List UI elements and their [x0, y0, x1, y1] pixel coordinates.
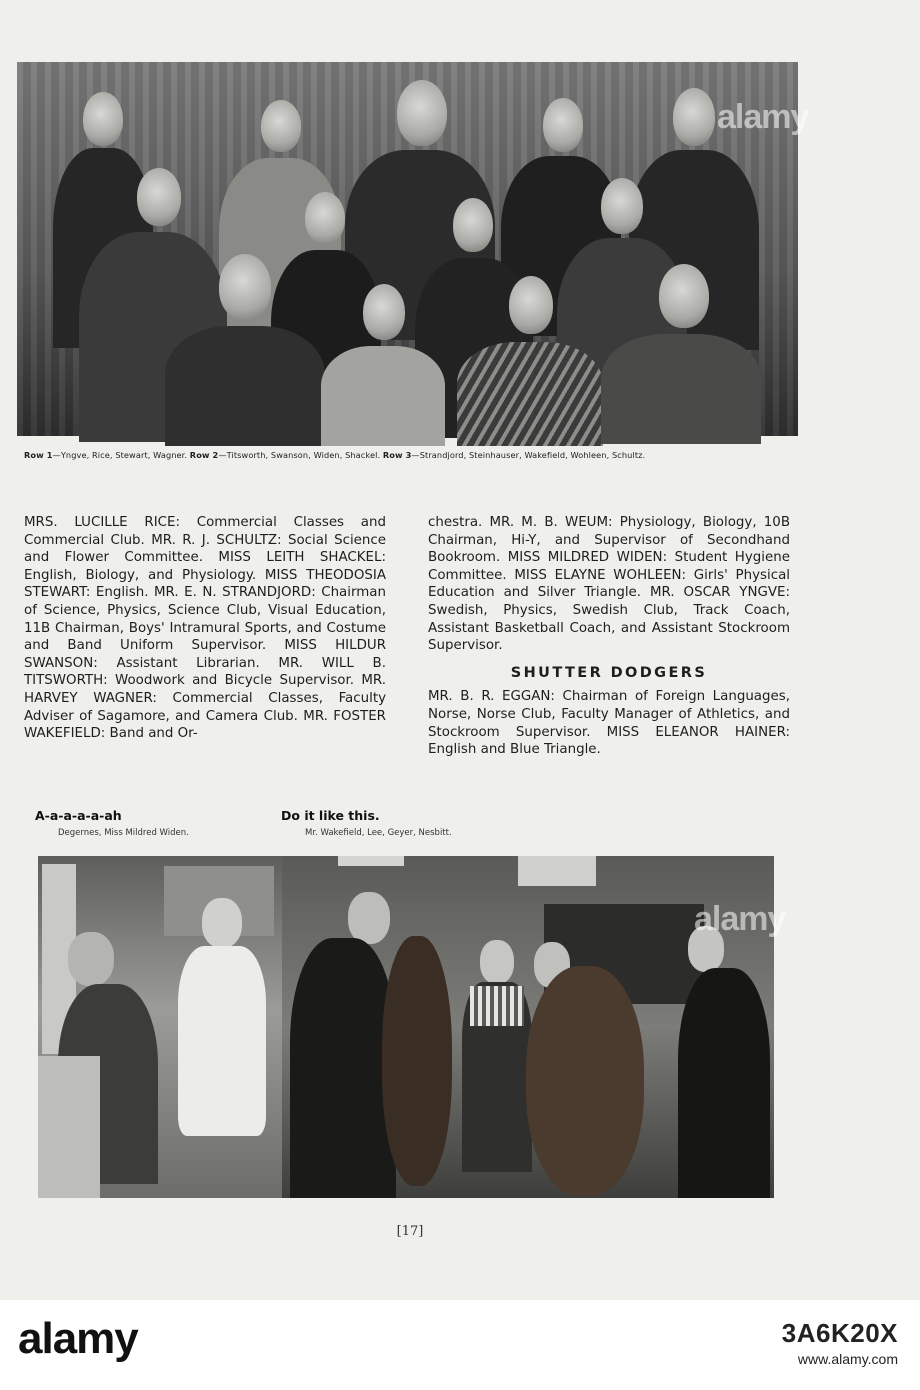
faculty-bios-right: chestra. MR. M. B. WEUM: Physiology, Biology, 10B Chairman, Hi-Y, and Supervisor of Secondhand Bookroom. MISS MILDRED WIDEN: Student Hygiene Committee. MISS ELAYNE WOHLEEN: Girls' Physical Education and Silver Triangle. MR. OSCAR YNGVE: Swedish, Physics, Swedish Club, Track Coach, Assistant Basketball Coach, and Assistant Stockroom Supervisor.	[428, 515, 790, 654]
person	[601, 264, 761, 444]
row-1-label: Row 1	[24, 450, 53, 460]
image-id-block	[782, 1320, 898, 1372]
stock-banner	[0, 1300, 920, 1390]
clinic-photo-title: A-a-a-a-a-ah	[35, 808, 122, 823]
row-3-names: —Strandjord, Steinhauser, Wakefield, Wohleen, Schultz.	[411, 450, 646, 460]
band-photo-subtitle: Mr. Wakefield, Lee, Geyer, Nesbitt.	[305, 828, 452, 838]
row-2-names: —Titsworth, Swanson, Widen, Shackel.	[218, 450, 381, 460]
row-1-names: —Yngve, Rice, Stewart, Wagner.	[52, 450, 188, 460]
shutter-dodgers-text: MR. B. R. EGGAN: Chairman of Foreign Languages, Norse, Norse Club, Faculty Manager of Athletics, and Stockroom Supervisor. MISS ELEANOR HAINER: English and Blue Triangle.	[428, 689, 790, 758]
site-url[interactable]: www.alamy.com	[797, 1351, 898, 1367]
person	[165, 254, 325, 444]
clinic-photo	[38, 856, 282, 1198]
image-id: 3A6K20X	[781, 1318, 898, 1348]
person	[457, 276, 603, 446]
row-2-label: Row 2	[189, 450, 219, 460]
left-column	[24, 514, 386, 743]
band-photo	[282, 856, 786, 1198]
watermark: alamy	[717, 98, 809, 136]
faculty-bios-left: MRS. LUCILLE RICE: Commercial Classes and Commercial Club. MR. R. J. SCHULTZ: Social Science and Flower Committee. MISS LEITH SHACKEL: English, Biology, and Physiology. MISS THEODOSIA STEWART: English. MR. E. N. STRANDJORD: Chairman of Science, Physics, Science Club, Visual Education, 11B Chairman, Boys' Intramural Sports, and Costume and Band Uniform Supervisor. MISS HILDUR SWANSON: Assistant Librarian. MR. WILL B. TITSWORTH: Woodwork and Bicycle Supervisor. MR. HARVEY WAGNER: Commercial Classes, Faculty Adviser of Sagamore, and Camera Club. MR. FOSTER WAKEFIELD: Band and Or-	[24, 515, 386, 742]
section-heading: SHUTTER DODGERS	[510, 664, 708, 681]
right-column	[428, 514, 790, 759]
alamy-logo: alamy	[18, 1314, 138, 1363]
photo-row-caption	[24, 450, 804, 460]
watermark: alamy	[694, 900, 786, 938]
faculty-group-photo	[17, 62, 809, 436]
person	[321, 284, 445, 444]
band-photo-title: Do it like this.	[281, 808, 380, 823]
row-3-label: Row 3	[382, 450, 412, 460]
clinic-photo-subtitle: Degernes, Miss Mildred Widen.	[58, 828, 189, 838]
page-number: [17]	[396, 1224, 424, 1239]
